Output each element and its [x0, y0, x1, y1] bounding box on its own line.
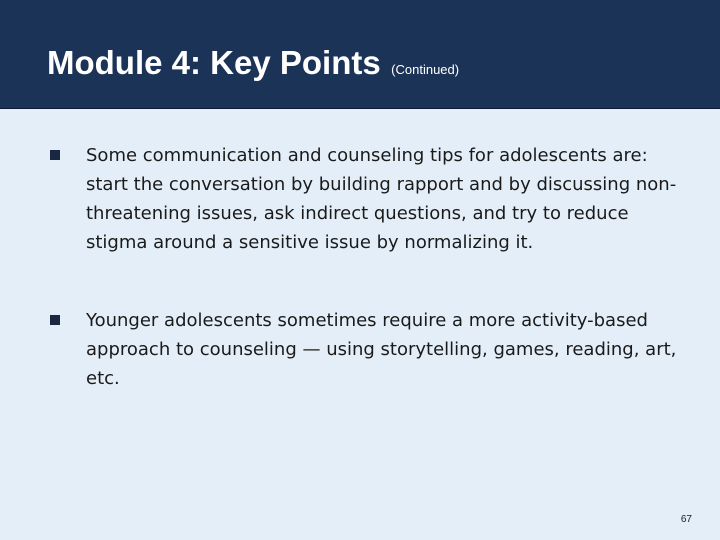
slide-title-subtitle: (Continued)	[391, 62, 460, 77]
bullet-text: Younger adolescents sometimes require a more activity-based approach to counseling — using storytelling, games, reading, art, etc.	[86, 310, 677, 389]
square-bullet-icon	[50, 150, 60, 160]
bullet-text: Some communication and counseling tips for adolescents are: start the conversation by building rapport and by discussing non-threatening issues, ask indirect questions, and try to reduce stigma around a sensitive issue by normalizing it.	[86, 145, 677, 253]
slide-header	[0, 0, 720, 109]
square-bullet-icon	[50, 315, 60, 325]
slide-title	[47, 44, 459, 82]
page-number: 67	[680, 514, 692, 525]
slide-title-main: Module 4: Key Points	[47, 44, 381, 81]
